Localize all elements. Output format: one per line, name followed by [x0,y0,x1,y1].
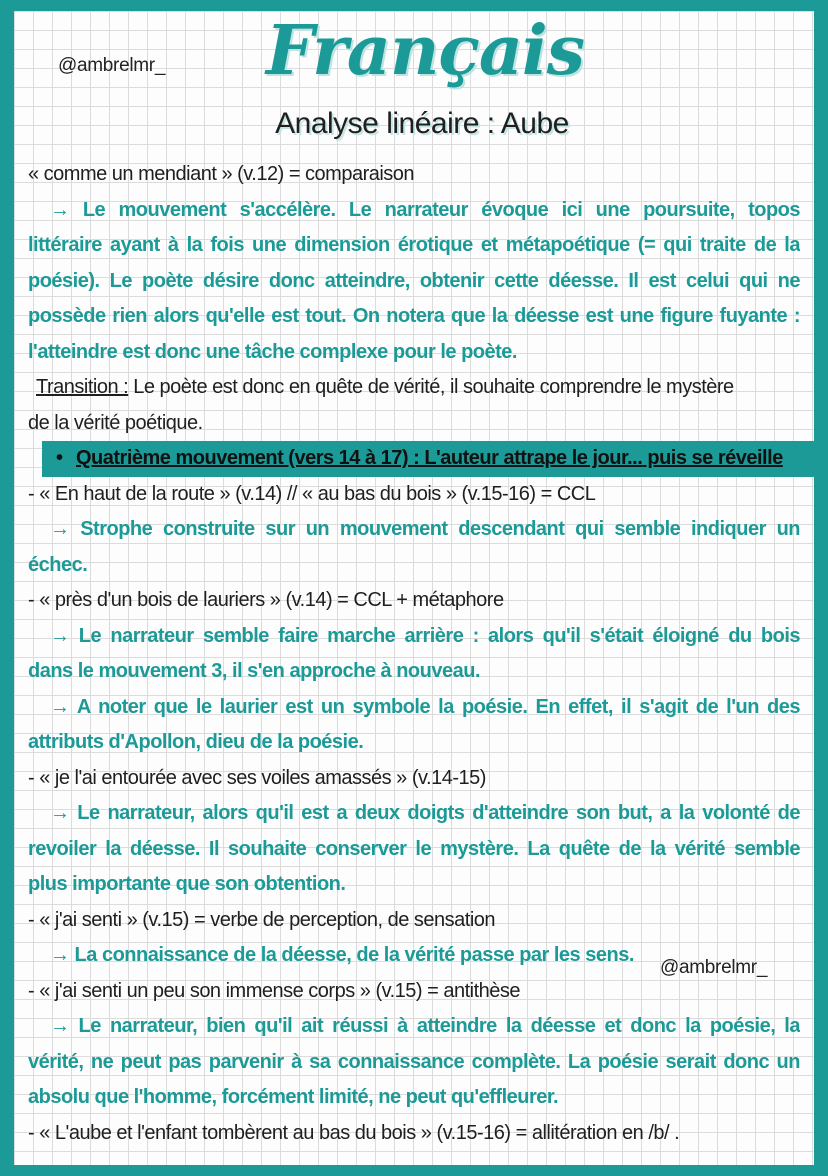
section-heading-text: Quatrième mouvement (vers 14 à 17) : L'auteur attrape le jour... puis se réveille [76,447,783,469]
note-line: dans le mouvement 3, il s'en approche à nouveau. [28,660,481,682]
note-line: revoiler la déesse. Il souhaite conserver le mystère. La quête de la vérité semble [28,837,800,860]
note-line: → Le narrateur semble faire marche arrière : alors qu'il s'était éloigné du bois [50,624,800,647]
note-line: → La connaissance de la déesse, de la vérité passe par les sens. [50,944,634,966]
notes-body [28,157,800,1151]
note-line: « comme un mendiant » (v.12) = comparaison [28,163,415,185]
note-line: → A noter que le laurier est un symbole la poésie. En effet, il s'agit de l'un des [50,695,800,718]
note-line: attributs d'Apollon, dieu de la poésie. [28,731,364,753]
note-line: - « près d'un bois de lauriers » (v.14) = CCL + métaphore [28,589,504,611]
note-line: → Strophe construite sur un mouvement descendant qui semble indiquer un [50,518,800,540]
notebook-page [14,11,814,1165]
note-line: échec. [28,553,88,576]
note-line: de la vérité poétique. [28,411,203,434]
note-line: - « je l'ai entourée avec ses voiles amassés » (v.14-15) [28,766,486,789]
author-handle-top: @ambrelmr_ [58,55,166,76]
note-line: → Le mouvement s'accélère. Le narrateur évoque ici une poursuite, topos [50,198,800,221]
transition-label: Transition : [36,376,129,398]
note-line: absolu que l'homme, forcément limité, ne peut qu'effleurer. [28,1086,559,1108]
note-line: → Le narrateur, bien qu'il ait réussi à atteindre la déesse et donc la poésie, la [50,1015,800,1037]
note-line: possède rien alors qu'elle est tout. On notera que la déesse est une figure fuyante : [28,305,800,327]
page-title: Français [266,11,584,91]
author-handle-bottom: @ambrelmr_ [660,957,768,978]
section-heading [42,441,814,477]
bullet-icon: • [56,447,63,469]
note-line: littéraire ayant à la fois une dimension érotique et métapoétique (= qui traite de la [28,234,800,256]
note-line: l'atteindre est donc une tâche complexe pour le poète. [28,340,517,363]
note-line: vérité, ne peut pas parvenir à sa connaissance complète. La poésie serait donc un [28,1050,800,1073]
note-line: - « j'ai senti » (v.15) = verbe de perception, de sensation [28,908,496,931]
page-subtitle: Analyse linéaire : Aube [275,107,569,140]
note-line: - « En haut de la route » (v.14) // « au bas du bois » (v.15-16) = CCL [28,482,596,505]
note-line: plus importante que son obtention. [28,873,346,895]
note-line: - « L'aube et l'enfant tombèrent au bas du bois » (v.15-16) = allitération en /b/ . [28,1121,680,1144]
transition-line [28,370,800,406]
note-line: - « j'ai senti un peu son immense corps » (v.15) = antithèse [28,979,521,1002]
transition-text: Le poète est donc en quête de vérité, il souhaite comprendre le mystère [128,376,734,398]
note-line: poésie). Le poète désire donc atteindre, obtenir cette déesse. Il est celui qui ne [28,269,800,292]
note-line: → Le narrateur, alors qu'il est a deux doigts d'atteindre son but, a la volonté de [50,802,800,824]
